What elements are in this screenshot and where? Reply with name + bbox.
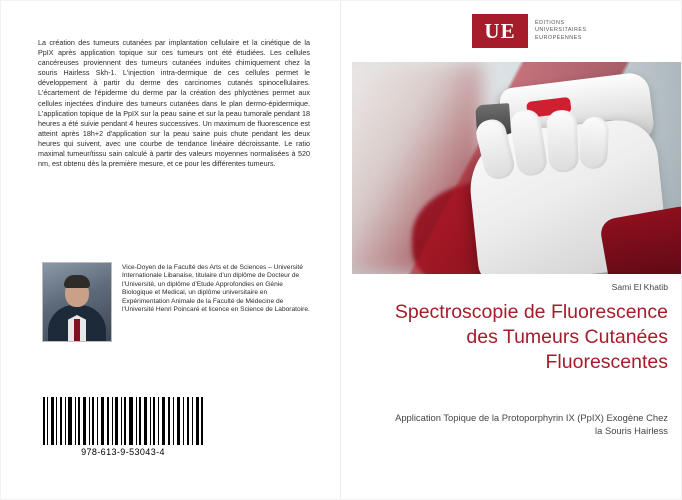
cover-title: Spectroscopie de Fluorescence des Tumeurs Cutanées Fluorescentes — [394, 301, 668, 373]
publisher-header — [352, 0, 682, 62]
back-cover-panel — [0, 0, 340, 500]
publisher-logo — [472, 14, 587, 48]
glove-finger-3 — [546, 109, 579, 172]
cover-author-name: Sami El Khatib — [611, 282, 668, 292]
isbn-number: 978-613-9-53043-4 — [81, 447, 165, 457]
cover-subtitle: Application Topique de la Protoporphyrin IX (PpIX) Exogène Chez la Souris Hairless — [395, 412, 668, 436]
barcode-bars-icon — [43, 397, 203, 445]
author-portrait-image — [42, 262, 112, 342]
portrait-tie-shape — [74, 319, 80, 341]
publisher-mark-icon: UE — [472, 14, 528, 48]
publisher-line-3: EUROPÉENNES — [535, 34, 582, 41]
publisher-line-1: ÉDITIONS — [535, 20, 565, 27]
portrait-hair-shape — [64, 275, 90, 288]
back-cover-abstract: La création des tumeurs cutanées par implantation cellulaire et la cinétique de la PpIX après application topique sur ces tumeurs ont été étudiées. Les cellules cancéreuses proviennent des tumeurs cutanées induites chimiquement chez la souris Hairless Skh-1. L'injection intra-dermique de ces cellules permet le développement à partir du derme des carcinomes cutanés spinocellulaires. L'écartement de l'épiderme du derme par la création des phlyctènes permet aux cellules injectées d'induire des tumeurs cutanées dans le plan dermo-épidermique. L'application topique de la PpIX sur la peau saine et sur la peau tumorale pendant 18 heures a été suivie pendant 4 heures successives. Un maximum de fluorescence est atteint après 18h+2 d'application sur la peau saine puis chute pendant les deux heures qui suivent, avec une courbe de tendance linéaire décroissante. Le ratio maximal tumeur/tissu sain calculé à partir des valeurs moyennes normalisées à 520 nm, est obtenu dès la première mesure, et ce pour les différentes tumeurs. — [38, 38, 310, 169]
publisher-name — [535, 20, 587, 42]
publisher-line-2: UNIVERSITAIRES — [535, 27, 587, 34]
cover-hero-image — [352, 62, 682, 274]
isbn-barcode — [42, 396, 204, 464]
front-cover-panel — [352, 0, 682, 500]
glove-finger-4 — [579, 116, 610, 169]
author-biography: Vice-Doyen de la Faculté des Arts et de Sciences – Université Internationale Libanaise, titulaire d'un diplôme de Docteur de l'Université, un diplôme d'Etude Approfondies en Génie Biologique et Medical, un diplôme universitaire en Expérimentation Animale de la Faculté de Médecine de l'Université Henri Poincaré et licence en Science de Laboratoire. — [122, 264, 310, 314]
author-block — [42, 262, 312, 342]
